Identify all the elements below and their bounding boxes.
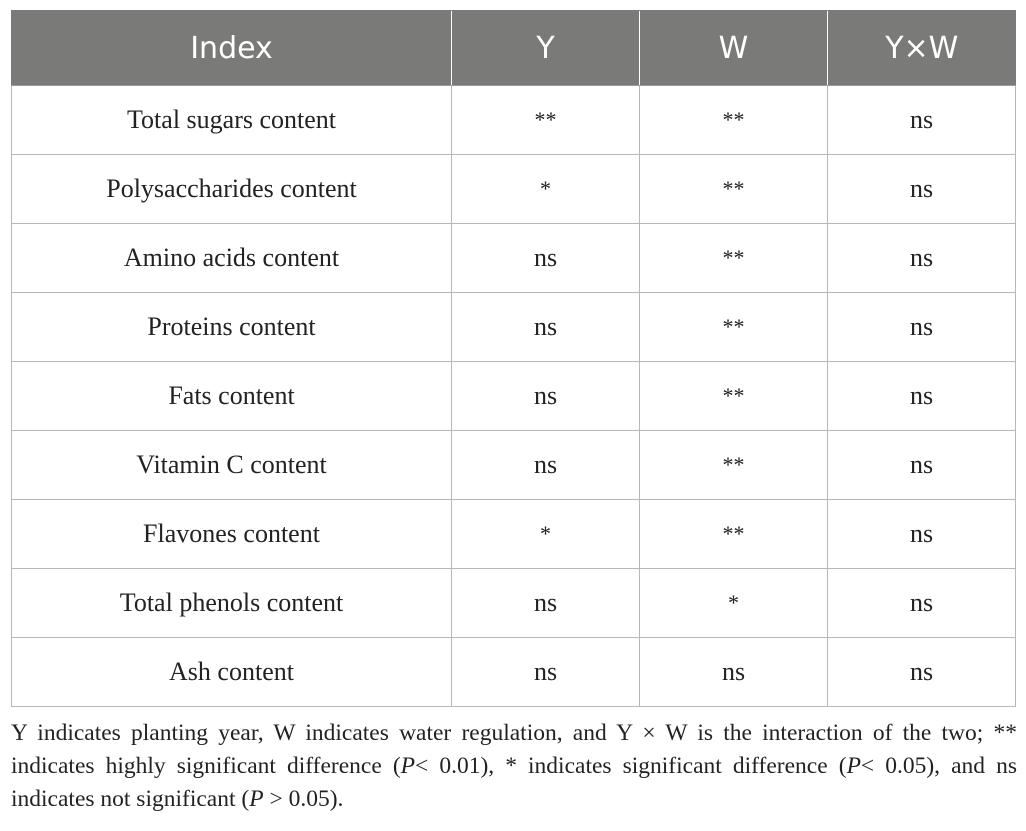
w-cell: ** <box>640 431 828 500</box>
header-y: Y <box>452 11 640 86</box>
index-cell: Polysaccharides content <box>12 155 452 224</box>
index-cell: Fats content <box>12 362 452 431</box>
w-cell: ** <box>640 224 828 293</box>
y-cell: ns <box>452 293 640 362</box>
significance-table <box>11 10 1016 707</box>
y-cell: ns <box>452 362 640 431</box>
w-cell: ** <box>640 362 828 431</box>
index-cell: Total phenols content <box>12 569 452 638</box>
yxw-cell: ns <box>828 224 1016 293</box>
table-row <box>12 362 1016 431</box>
index-cell: Total sugars content <box>12 86 452 155</box>
header-row <box>12 11 1016 86</box>
table-row <box>12 155 1016 224</box>
index-cell: Amino acids content <box>12 224 452 293</box>
table-row <box>12 431 1016 500</box>
w-cell: ** <box>640 293 828 362</box>
table-header <box>12 11 1016 86</box>
footnote-text-2: < 0.01), * indicates significant difference ( <box>415 753 847 779</box>
w-cell: ** <box>640 86 828 155</box>
table-row <box>12 500 1016 569</box>
footnote-text-1: Y indicates planting year, W indicates water regulation, and Y × W is the interaction of the two; ** indicates highly significant difference ( <box>11 720 1017 779</box>
table-row <box>12 569 1016 638</box>
y-cell: ns <box>452 224 640 293</box>
w-cell: * <box>640 569 828 638</box>
y-cell: ns <box>452 638 640 707</box>
y-cell: * <box>452 155 640 224</box>
y-cell: ns <box>452 431 640 500</box>
table-footnote <box>11 717 1017 816</box>
y-cell: * <box>452 500 640 569</box>
significance-table-container <box>11 10 1015 707</box>
w-cell: ns <box>640 638 828 707</box>
yxw-cell: ns <box>828 155 1016 224</box>
yxw-cell: ns <box>828 500 1016 569</box>
index-cell: Vitamin C content <box>12 431 452 500</box>
table-body <box>12 86 1016 707</box>
header-w: W <box>640 11 828 86</box>
footnote-text-4: > 0.05). <box>263 786 344 812</box>
table-row <box>12 224 1016 293</box>
y-cell: ns <box>452 569 640 638</box>
y-cell: ** <box>452 86 640 155</box>
table-row <box>12 86 1016 155</box>
table-row <box>12 638 1016 707</box>
w-cell: ** <box>640 155 828 224</box>
yxw-cell: ns <box>828 638 1016 707</box>
header-index: Index <box>12 11 452 86</box>
footnote-p-symbol-2: P <box>846 753 861 779</box>
yxw-cell: ns <box>828 293 1016 362</box>
yxw-cell: ns <box>828 431 1016 500</box>
header-yxw: Y×W <box>828 11 1016 86</box>
footnote-p-symbol-3: P <box>249 786 264 812</box>
yxw-cell: ns <box>828 569 1016 638</box>
footnote-text-3: < 0.05), and ns indicates not significant ( <box>11 753 1018 812</box>
index-cell: Ash content <box>12 638 452 707</box>
index-cell: Proteins content <box>12 293 452 362</box>
w-cell: ** <box>640 500 828 569</box>
footnote-p-symbol-1: P <box>400 753 416 779</box>
yxw-cell: ns <box>828 362 1016 431</box>
index-cell: Flavones content <box>12 500 452 569</box>
yxw-cell: ns <box>828 86 1016 155</box>
table-row <box>12 293 1016 362</box>
